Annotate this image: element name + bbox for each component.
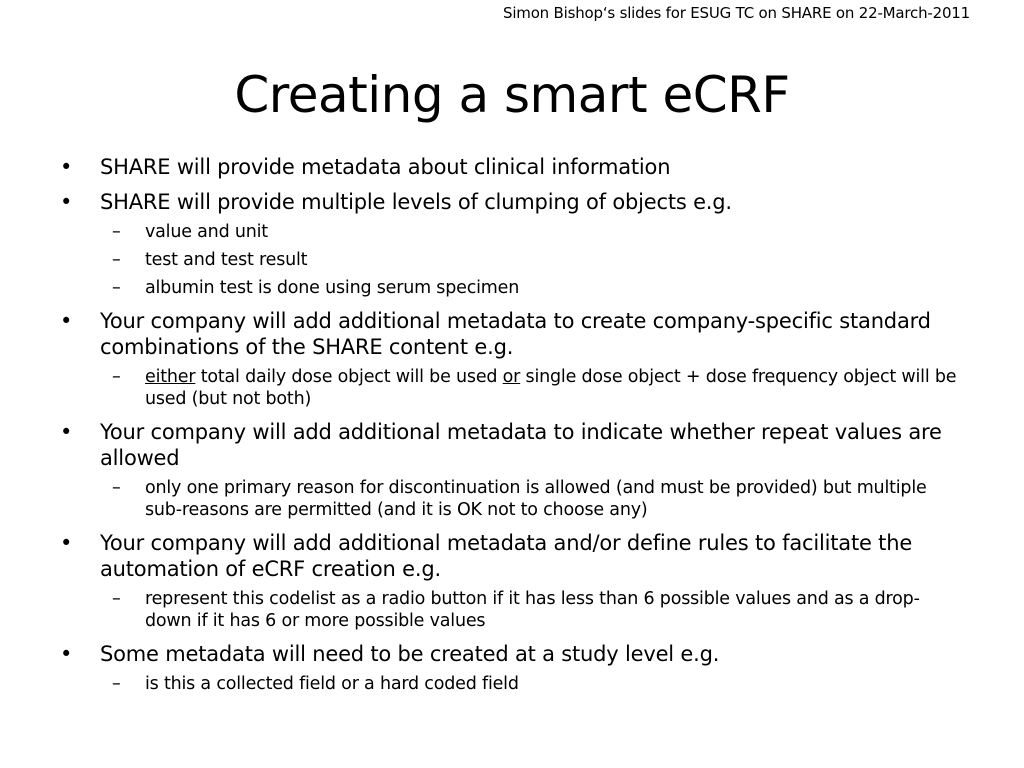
sub-bullet-text: test and test result: [145, 250, 308, 270]
bullet-marker: •: [60, 309, 73, 333]
bullet-item: [56, 530, 966, 582]
sub-bullet-text-part: total daily dose object will be used: [195, 367, 503, 387]
slide-header-note: Simon Bishop‘s slides for ESUG TC on SHARE on 22-March-2011: [503, 4, 970, 22]
sub-bullet-item: [56, 366, 966, 410]
dash-marker: –: [112, 589, 121, 609]
dash-marker: –: [112, 250, 121, 270]
bullet-item: [56, 641, 966, 667]
dash-marker: –: [112, 478, 121, 498]
bullet-text: Your company will add additional metadata to indicate whether repeat values are allowed: [100, 420, 942, 470]
bullet-text: SHARE will provide metadata about clinical information: [100, 155, 671, 179]
sub-bullet-item: [56, 673, 966, 695]
sub-bullet-text-part: single dose object + dose frequency object will be used (but not both): [145, 367, 957, 409]
bullet-text: SHARE will provide multiple levels of clumping of objects e.g.: [100, 190, 732, 214]
sub-bullet-item: [56, 588, 966, 632]
sub-bullet-text: albumin test is done using serum specimen: [145, 278, 520, 298]
bullet-text: Your company will add additional metadata and/or define rules to facilitate the automation of eCRF creation e.g.: [100, 531, 913, 581]
dash-marker: –: [112, 278, 121, 298]
bullet-item: [56, 154, 966, 180]
sub-bullet-item: [56, 249, 966, 271]
sub-bullet-item: [56, 221, 966, 243]
sub-bullet-item: [56, 277, 966, 299]
bullet-text: Your company will add additional metadata to create company-specific standard combinations of the SHARE content e.g.: [100, 309, 931, 359]
dash-marker: –: [112, 367, 121, 387]
bullet-marker: •: [60, 420, 73, 444]
sub-bullet-text: represent this codelist as a radio button if it has less than 6 possible values and as a drop-down if it has 6 or more possible values: [145, 589, 920, 631]
slide-title: Creating a smart eCRF: [234, 66, 790, 124]
sub-bullet-text: value and unit: [145, 222, 268, 242]
bullet-marker: •: [60, 190, 73, 214]
underlined-or: or: [502, 367, 521, 387]
bullet-marker: •: [60, 155, 73, 179]
sub-bullet-text: is this a collected field or a hard coded field: [145, 674, 519, 694]
sub-bullet-text: [145, 367, 956, 409]
bullet-item: [56, 308, 966, 360]
underlined-either: either: [145, 367, 196, 387]
dash-marker: –: [112, 674, 121, 694]
bullet-item: [56, 189, 966, 215]
bullet-marker: •: [60, 642, 73, 666]
sub-bullet-text: only one primary reason for discontinuation is allowed (and must be provided) but multiple sub-reasons are permitted (and it is OK not to choose any): [145, 478, 927, 520]
bullet-marker: •: [60, 531, 73, 555]
dash-marker: –: [112, 222, 121, 242]
sub-bullet-item: [56, 477, 966, 521]
bullet-item: [56, 419, 966, 471]
bullet-text: Some metadata will need to be created at a study level e.g.: [100, 642, 720, 666]
slide-content: [56, 154, 966, 704]
